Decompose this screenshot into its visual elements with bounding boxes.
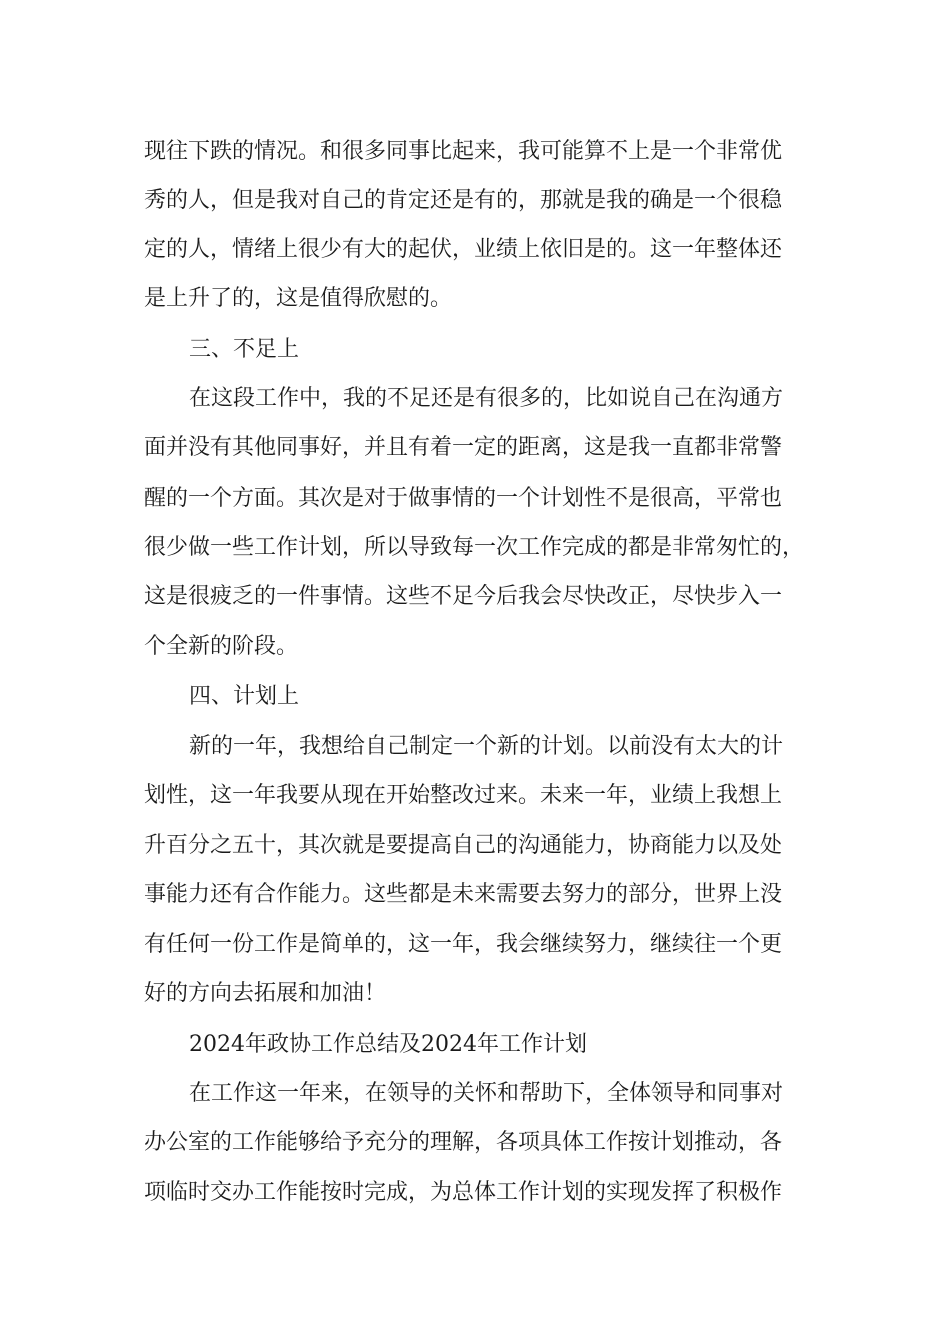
body-text-line: 醒的一个方面。其次是对于做事情的一个计划性不是很高，平常也 (144, 486, 783, 511)
body-text-line: 个全新的阶段。 (144, 634, 299, 659)
body-text-line: 面并没有其他同事好，并且有着一定的距离，这是我一直都非常警 (144, 435, 783, 460)
section-heading: 三、不足上 (189, 337, 300, 362)
body-text-line: 升百分之五十，其次就是要提高自己的沟通能力，协商能力以及处 (144, 833, 783, 858)
section-heading: 四、计划上 (189, 684, 300, 709)
body-text-line: 这是很疲乏的一件事情。这些不足今后我会尽快改正，尽快步入一 (144, 584, 783, 609)
body-text-line: 是上升了的，这是值得欣慰的。 (144, 286, 453, 311)
body-text-line: 好的方向去拓展和加油！ (144, 981, 387, 1006)
body-text-line: 在工作这一年来，在领导的关怀和帮助下，全体领导和同事对 (189, 1081, 784, 1106)
body-text-line: 有任何一份工作是简单的，这一年，我会继续努力，继续往一个更 (144, 932, 783, 957)
body-text-line: 定的人，情绪上很少有大的起伏，业绩上依旧是的。这一年整体还 (144, 237, 783, 262)
body-text-line: 办公室的工作能够给予充分的理解，各项具体工作按计划推动，各 (144, 1130, 783, 1155)
body-text-line: 划性，这一年我要从现在开始整改过来。未来一年，业绩上我想上 (144, 783, 783, 808)
body-text-line: 新的一年，我想给自己制定一个新的计划。以前没有太大的计 (189, 734, 784, 759)
body-text-line: 项临时交办工作能按时完成，为总体工作计划的实现发挥了积极作 (144, 1180, 783, 1205)
body-text-line: 在这段工作中，我的不足还是有很多的，比如说自己在沟通方 (189, 386, 784, 411)
body-text-line: 秀的人，但是我对自己的肯定还是有的，那就是我的确是一个很稳 (144, 188, 783, 213)
body-text-line: 现往下跌的情况。和很多同事比起来，我可能算不上是一个非常优 (144, 139, 783, 164)
body-text-line: 很少做一些工作计划，所以导致每一次工作完成的都是非常匆忙的， (144, 535, 805, 560)
document-title: 2024年政协工作总结及2024年工作计划 (189, 1032, 587, 1057)
body-text-line: 事能力还有合作能力。这些都是未来需要去努力的部分，世界上没 (144, 882, 783, 907)
